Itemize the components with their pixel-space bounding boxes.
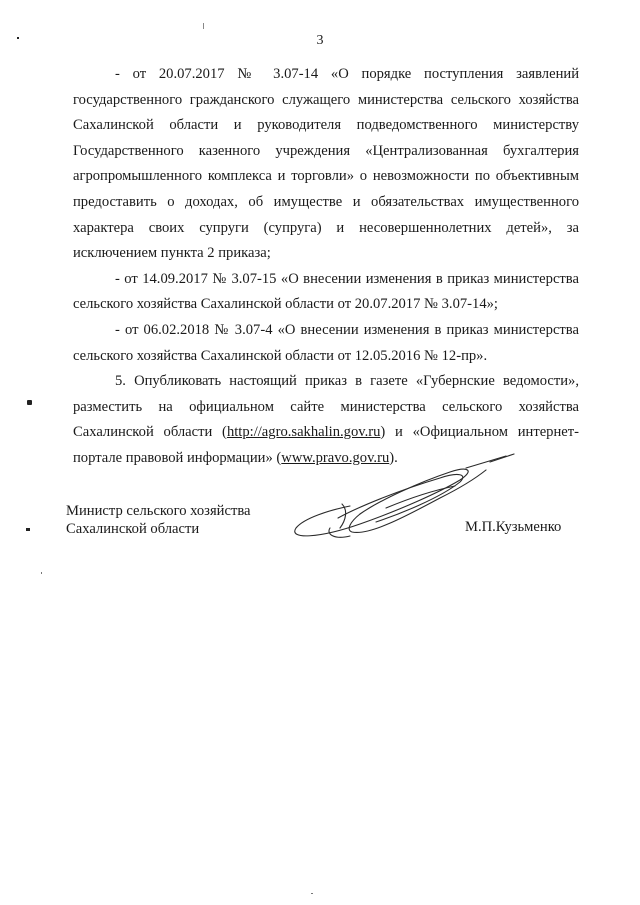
signer-name: М.П.Кузьменко <box>465 519 562 535</box>
scan-speck <box>203 23 204 29</box>
repealed-order-item: - от 14.09.2017 № 3.07-15 «О внесении изменения в приказ министерства сельского хозяйства Сахалинской области от 20.07.2017 № 3.07-14»; <box>73 270 579 313</box>
pravo-site-link[interactable]: www.pravo.gov.ru <box>281 449 390 466</box>
publication-text: 5. Опубликовать настоящий приказ в газете «Губернские ведомости», разместить на официальном сайте министерства сельского хозяйства Сахалинской области ( <box>73 373 579 441</box>
signer-title-line: Сахалинской области <box>66 521 200 537</box>
scan-speck <box>311 893 313 894</box>
handwritten-signature <box>290 448 520 558</box>
scan-speck <box>41 572 42 574</box>
agro-site-link[interactable]: http://agro.sakhalin.gov.ru <box>226 424 381 441</box>
publication-text: ). <box>389 449 398 466</box>
signer-title <box>66 502 296 538</box>
document-body <box>73 62 579 472</box>
scan-speck <box>17 37 19 39</box>
scan-speck <box>27 400 32 405</box>
page-number: 3 <box>316 33 324 48</box>
repealed-order-item: - от 06.02.2018 № 3.07-4 «О внесении изменения в приказ министерства сельского хозяйства Сахалинской области от 12.05.2016 № 12-пр». <box>73 321 579 364</box>
signer-title-line: Министр сельского хозяйства <box>66 503 251 519</box>
repealed-order-item: - от 20.07.2017 № 3.07-14 «О порядке поступления заявлений государственного гражданского служащего министерства сельского хозяйства Сахалинской области и руководителя подведомственного министерству Государственного казенного учреждения «Централизованная бухгалтерия агропромышленного комплекса и торговли» о невозможности по объективным предоставить о доходах, об имуществе и обязательствах имущественного характера своих супруги (супруга) и несовершеннолетних детей», за исключением пункта 2 приказа; <box>73 66 579 262</box>
publication-text: ) и «Официальном интернет-портале правовой информации» ( <box>73 424 580 466</box>
scan-speck <box>26 528 30 531</box>
